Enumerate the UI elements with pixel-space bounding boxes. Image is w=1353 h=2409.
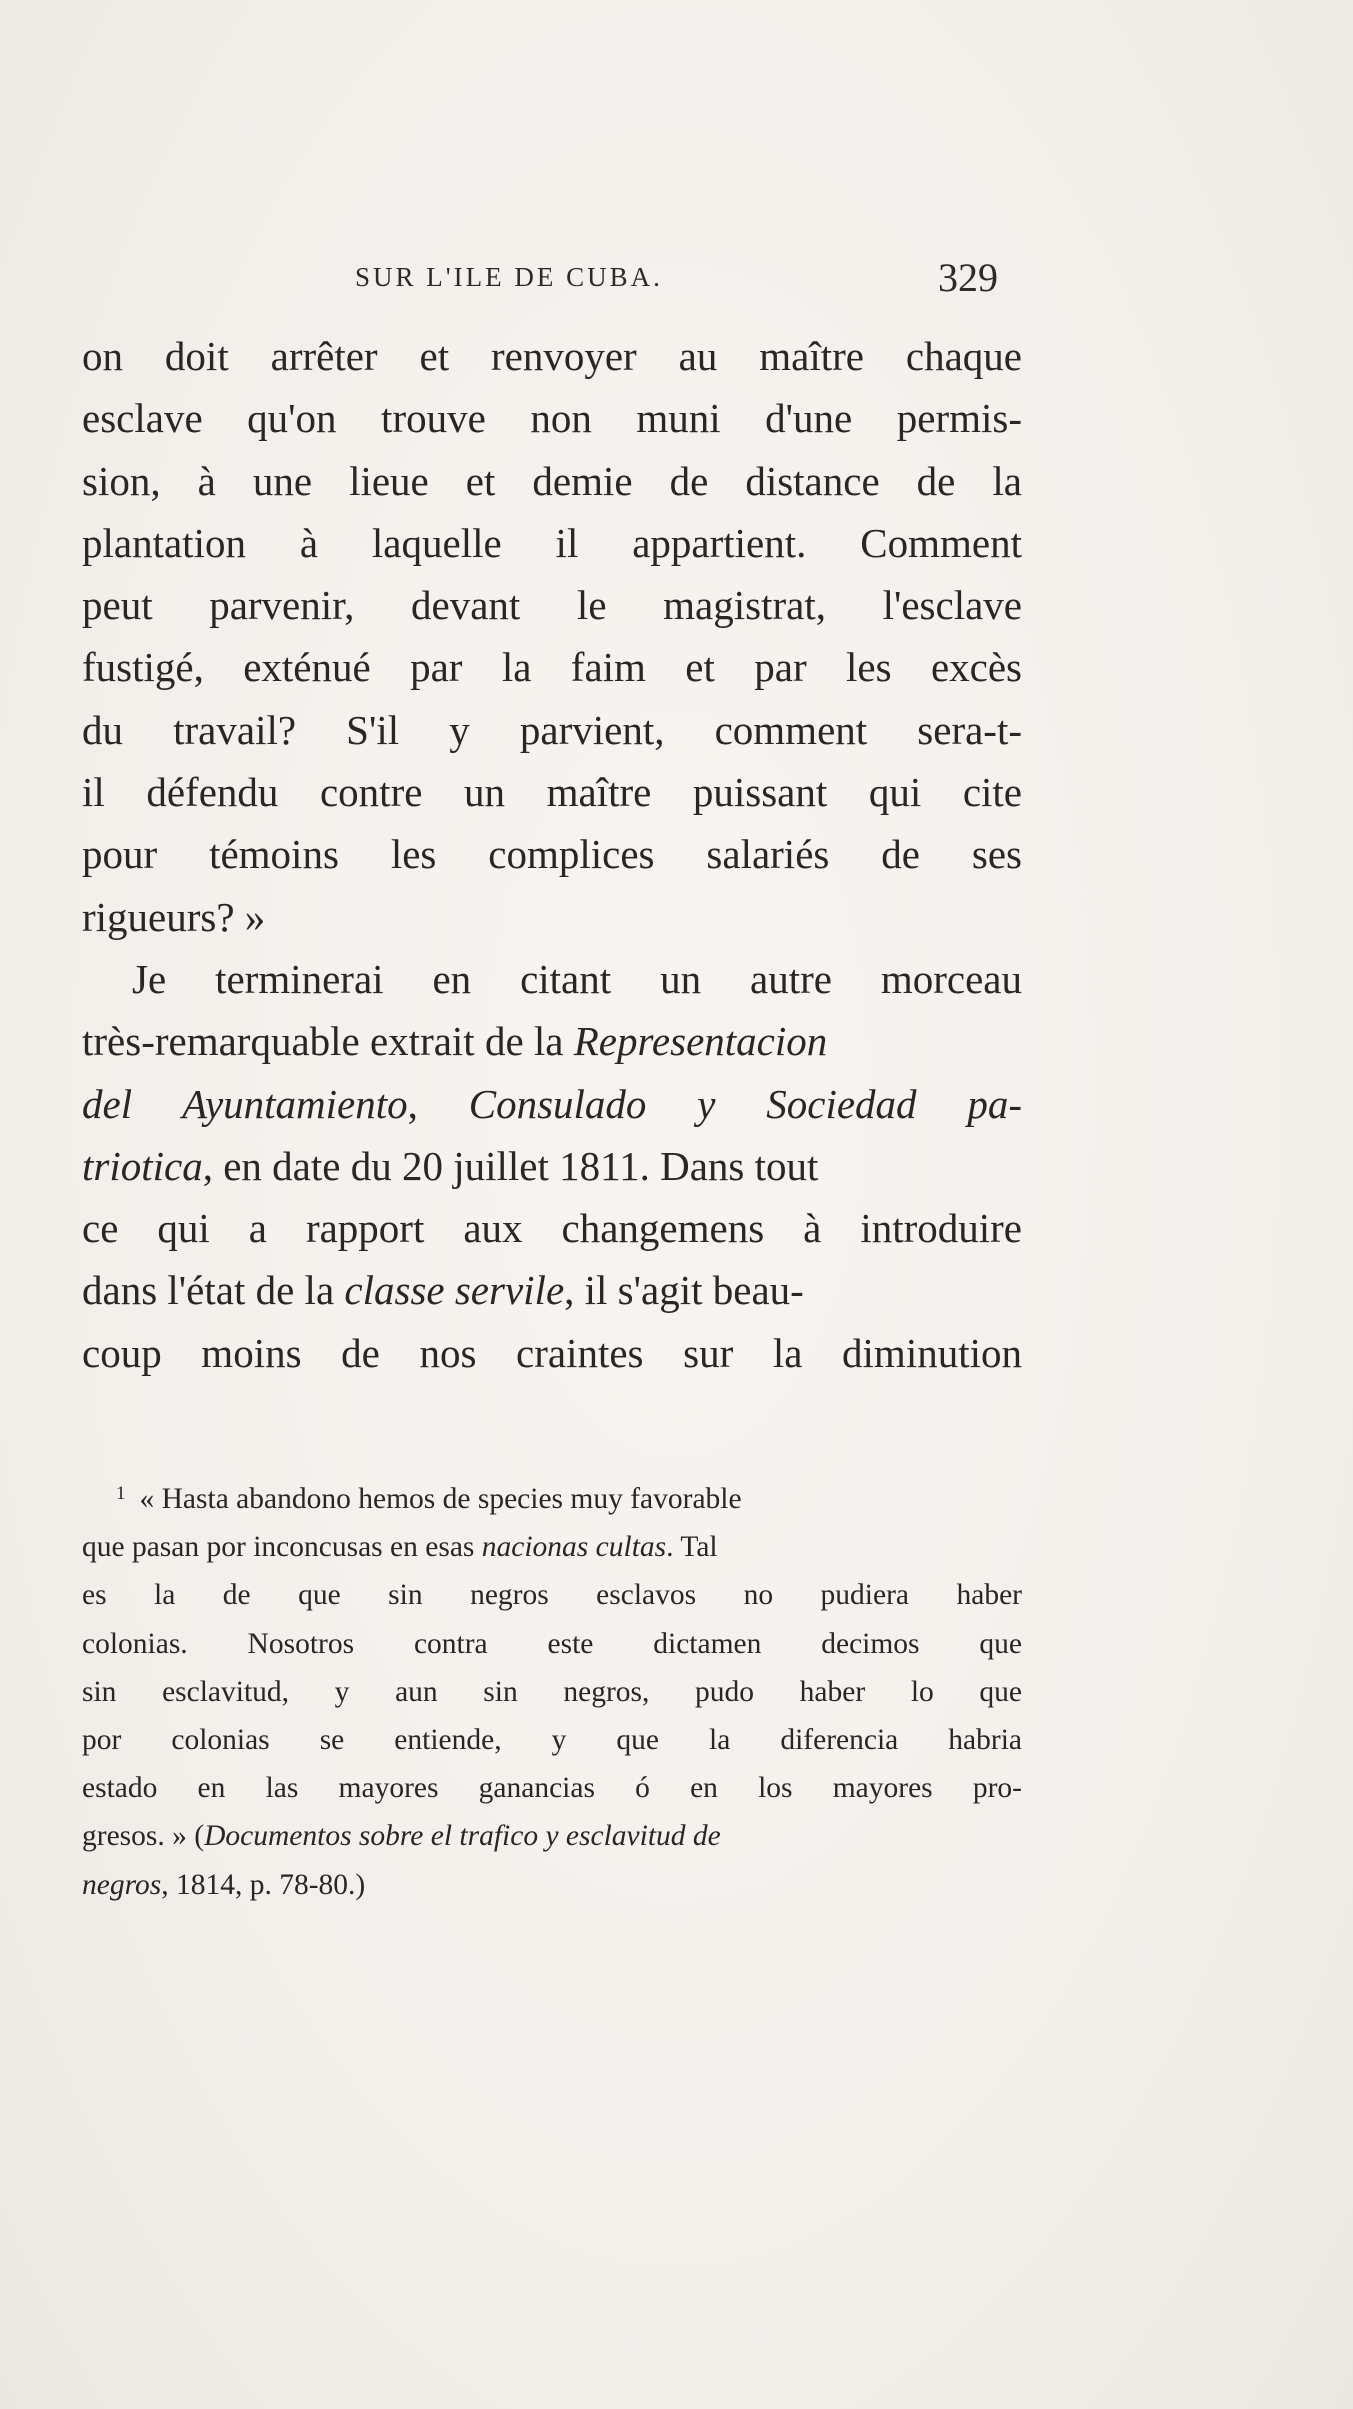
text-line: Je terminerai en citant un autre morceau <box>132 955 1022 1002</box>
text-run: très-remarquable extrait de la <box>82 1018 574 1065</box>
footnote-line: estado en las mayores ganancias ó en los mayores pro- <box>82 1772 1022 1805</box>
footnote-line <box>82 1475 1022 1523</box>
text-line: pour témoins les complices salariés de ses <box>82 831 1022 878</box>
text-line <box>82 1010 1022 1072</box>
text-line: ce qui a rapport aux changemens à introduire <box>82 1205 1022 1252</box>
running-head: SUR L'ILE DE CUBA. <box>355 262 663 292</box>
text-run: . Tal <box>666 1531 718 1564</box>
text-line: esclave qu'on trouve non muni d'une permis- <box>82 395 1022 442</box>
italic-title: Representacion <box>573 1018 828 1065</box>
text-line: on doit arrêter et renvoyer au maître chaque <box>82 333 1022 379</box>
footnote-line <box>82 1861 1022 1909</box>
text-line: coup moins de nos craintes sur la diminution <box>82 1329 1022 1376</box>
text-run: , il s'agit beau- <box>564 1267 804 1314</box>
italic-title: del Ayuntamiento <box>82 1080 408 1127</box>
text-line: il défendu contre un maître puissant qui cite <box>82 769 1022 816</box>
text-line: plantation à laquelle il appartient. Comment <box>82 519 1022 566</box>
italic-term: classe servile <box>344 1267 565 1314</box>
text-line <box>82 1073 1022 1135</box>
text-run: , <box>407 1080 469 1127</box>
italic-title: triotica <box>82 1142 203 1189</box>
page-number: 329 <box>938 255 998 300</box>
text-line <box>82 1259 1022 1321</box>
main-text <box>82 325 1022 1384</box>
footnote-line: es la de que sin negros esclavos no pudiera haber <box>82 1579 1022 1612</box>
text-line: fustigé, exténué par la faim et par les excès <box>82 644 1022 691</box>
text-run: gresos. » ( <box>82 1820 205 1853</box>
italic-term: nacionas cultas <box>481 1531 667 1564</box>
italic-title: Consulado y Sociedad pa- <box>468 1080 1023 1127</box>
text-line: du travail? S'il y parvient, comment sera-t- <box>82 706 1022 753</box>
italic-citation: Documentos sobre el trafico y esclavitud de <box>204 1820 721 1853</box>
footnote-line <box>82 1812 1022 1860</box>
footnote <box>82 1475 1022 1909</box>
text-line <box>82 1135 1022 1197</box>
italic-citation: negros <box>82 1868 162 1901</box>
text-line: sion, à une lieue et demie de distance de la <box>82 457 1022 504</box>
text-run: « Hasta abandono hemos de species muy favorable <box>139 1483 742 1515</box>
footnote-marker: 1 <box>116 1483 126 1504</box>
footnote-line: sin esclavitud, y aun sin negros, pudo haber lo que <box>82 1675 1022 1708</box>
text-run: dans l'état de la <box>82 1267 345 1314</box>
text-line: peut parvenir, devant le magistrat, l'esclave <box>82 582 1022 629</box>
footnote-line: colonias. Nosotros contra este dictamen decimos que <box>82 1627 1022 1660</box>
text-run: , en date du 20 juillet 1811. Dans tout <box>202 1142 819 1189</box>
footnote-line: por colonias se entiende, y que la diferencia habria <box>82 1724 1022 1757</box>
text-run: , 1814, p. 78-80.) <box>161 1868 366 1901</box>
text-run: que pasan por inconcusas en esas <box>82 1531 482 1564</box>
footnote-line <box>82 1523 1022 1571</box>
text-line: rigueurs? » <box>82 893 266 940</box>
